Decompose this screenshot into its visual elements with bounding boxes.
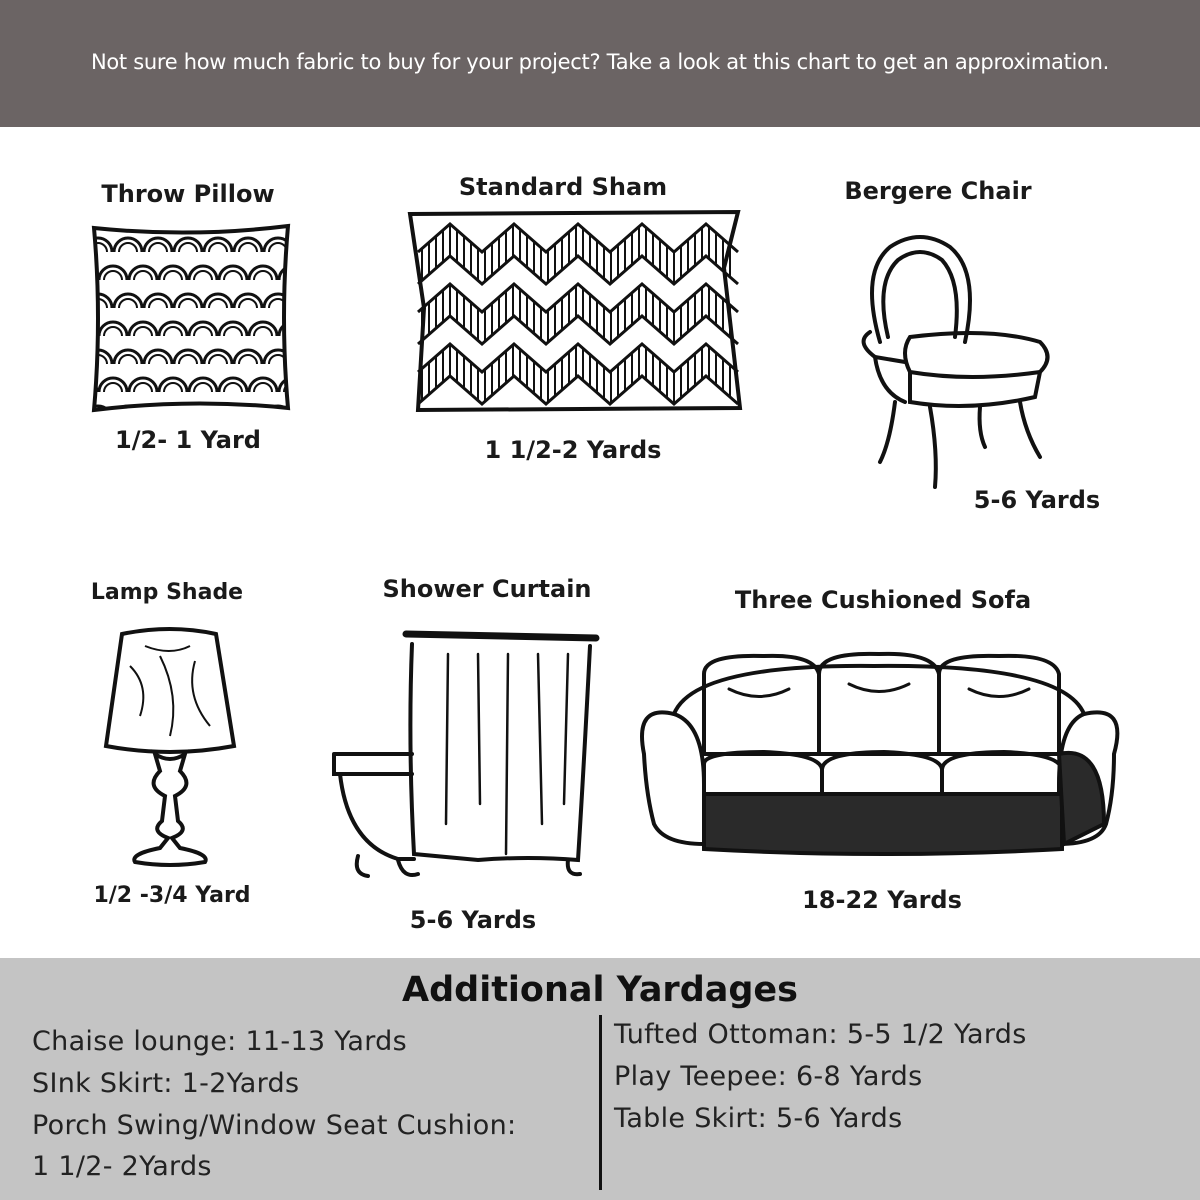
- additional-yardages-title: Additional Yardages: [402, 970, 798, 1010]
- sofa-icon: [634, 644, 1128, 866]
- item-yardage-standard-sham: 1 1/2-2 Yards: [484, 436, 662, 464]
- sham-icon: [404, 208, 744, 414]
- item-title-bergere-chair: Bergere Chair: [844, 177, 1032, 205]
- additional-yardages-panel: [0, 958, 1200, 1200]
- item-title-standard-sham: Standard Sham: [458, 173, 668, 201]
- header-text: Not sure how much fabric to buy for your project? Take a look at this chart to get an approximation.: [90, 50, 1110, 74]
- additional-item: Porch Swing/Window Seat Cushion:: [32, 1110, 517, 1141]
- item-title-sofa: Three Cushioned Sofa: [734, 586, 1032, 614]
- additional-item: Play Teepee: 6-8 Yards: [614, 1061, 923, 1092]
- item-title-throw-pillow: Throw Pillow: [101, 180, 275, 208]
- throw-pillow-icon: [88, 222, 294, 414]
- additional-item: 1 1/2- 2Yards: [32, 1151, 212, 1182]
- lamp-icon: [100, 626, 240, 870]
- shower-curtain-icon: [328, 624, 604, 886]
- item-yardage-bergere-chair: 5-6 Yards: [973, 486, 1101, 514]
- additional-item: SInk Skirt: 1-2Yards: [32, 1068, 300, 1099]
- additional-item: Tufted Ottoman: 5-5 1/2 Yards: [614, 1019, 1027, 1050]
- item-yardage-throw-pillow: 1/2- 1 Yard: [115, 426, 261, 454]
- item-yardage-lamp-shade: 1/2 -3/4 Yard: [93, 883, 251, 908]
- column-divider: [599, 1015, 602, 1190]
- header-banner: [0, 0, 1200, 127]
- item-yardage-sofa: 18-22 Yards: [802, 886, 962, 914]
- additional-item: Chaise lounge: 11-13 Yards: [32, 1026, 407, 1057]
- item-title-shower-curtain: Shower Curtain: [382, 575, 592, 603]
- item-yardage-shower-curtain: 5-6 Yards: [409, 906, 537, 934]
- additional-item: Table Skirt: 5-6 Yards: [614, 1103, 903, 1134]
- chair-icon: [850, 232, 1060, 494]
- item-title-lamp-shade: Lamp Shade: [90, 580, 244, 605]
